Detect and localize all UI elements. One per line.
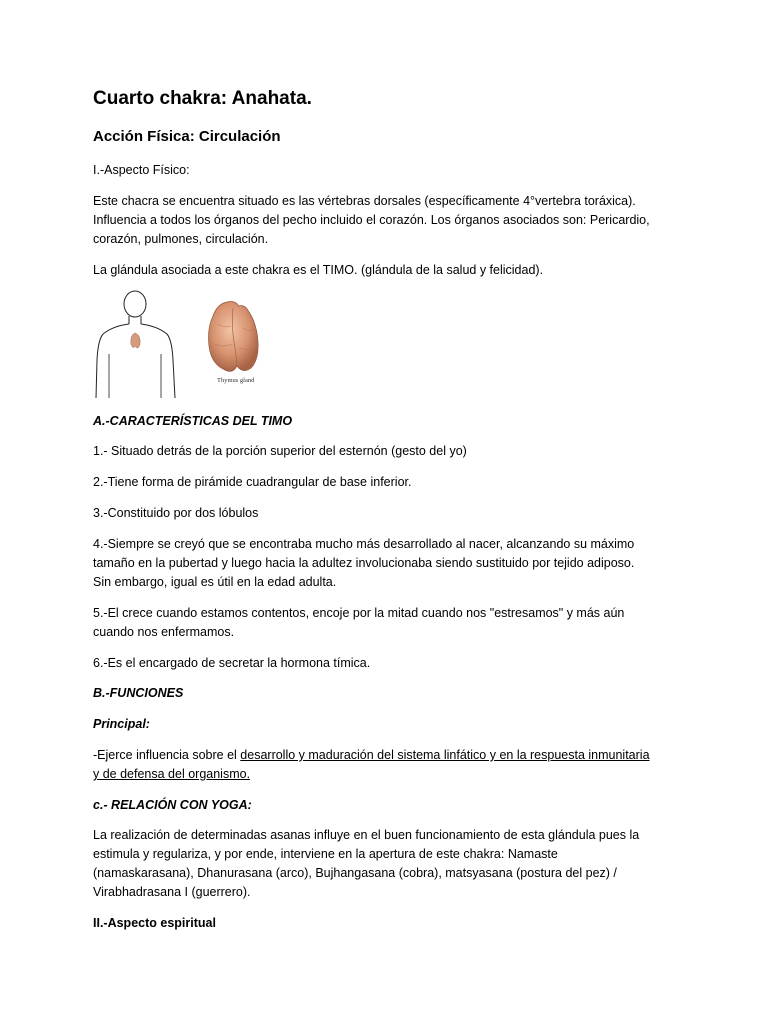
- list-item: 5.-El crece cuando estamos contentos, encoje por la mitad cuando nos "estresamos" y más aún: [93, 606, 625, 620]
- figure-caption: Thymus gland: [217, 377, 255, 384]
- functions-text-underlined: desarrollo y maduración del sistema linfático y en la respuesta inmunitaria: [240, 748, 650, 762]
- section-heading-physical: I.-Aspecto Físico:: [93, 163, 190, 177]
- thymus-gland-image: [203, 298, 263, 376]
- list-item: 4.-Siempre se creyó que se encontraba mucho más desarrollado al nacer, alcanzando su máximo: [93, 537, 635, 551]
- document-title: Cuarto chakra: Anahata.: [93, 88, 312, 109]
- list-item: 3.-Constituido por dos lóbulos: [93, 506, 259, 520]
- list-item: Sin embargo, igual es útil en la edad adulta.: [93, 575, 337, 589]
- list-item: 2.-Tiene forma de pirámide cuadrangular de base inferior.: [93, 475, 412, 489]
- paragraph-line: La realización de determinadas asanas influye en el buen funcionamiento de esta glándula pues la: [93, 828, 640, 842]
- section-heading-characteristics: A.-CARACTERÍSTICAS DEL TIMO: [93, 414, 293, 428]
- functions-text: [93, 746, 650, 765]
- list-item: 6.-Es el encargado de secretar la hormona tímica.: [93, 656, 371, 670]
- functions-text-prefix: -Ejerce influencia sobre el: [93, 748, 241, 762]
- paragraph-line: Influencia a todos los órganos del pecho incluido el corazón. Los órganos asociados son: Pericardio,: [93, 213, 650, 227]
- section-heading-spiritual: II.-Aspecto espiritual: [93, 916, 216, 930]
- thymus-figure: [95, 290, 275, 400]
- document-subtitle: Acción Física: Circulación: [93, 128, 281, 145]
- functions-text-underlined: y de defensa del organismo.: [93, 767, 251, 781]
- paragraph-line: estimula y regulariza, y por ende, interviene en la apertura de este chakra: Namaste: [93, 847, 558, 861]
- list-item: 1.- Situado detrás de la porción superior del esternón (gesto del yo): [93, 444, 467, 458]
- paragraph-line: Este chacra se encuentra situado es las vértebras dorsales (específicamente 4°vertebra toráxica).: [93, 194, 636, 208]
- paragraph-line: Virabhadrasana I (guerrero).: [93, 885, 251, 899]
- functions-principal-label: Principal:: [93, 717, 150, 731]
- section-heading-functions: B.-FUNCIONES: [93, 686, 184, 700]
- list-item: tamaño en la pubertad y luego hacia la adultez involucionaba siendo sustituido por tejido adiposo.: [93, 556, 635, 570]
- section-heading-yoga: c.- RELACIÓN CON YOGA:: [93, 798, 252, 812]
- list-item: cuando nos enfermamos.: [93, 625, 235, 639]
- paragraph-line: (namaskarasana), Dhanurasana (arco), Bujhangasana (cobra), matsyasana (postura del pez) /: [93, 866, 617, 880]
- paragraph-gland: La glándula asociada a este chakra es el TIMO. (glándula de la salud y felicidad).: [93, 263, 544, 277]
- paragraph-line: corazón, pulmones, circulación.: [93, 232, 269, 246]
